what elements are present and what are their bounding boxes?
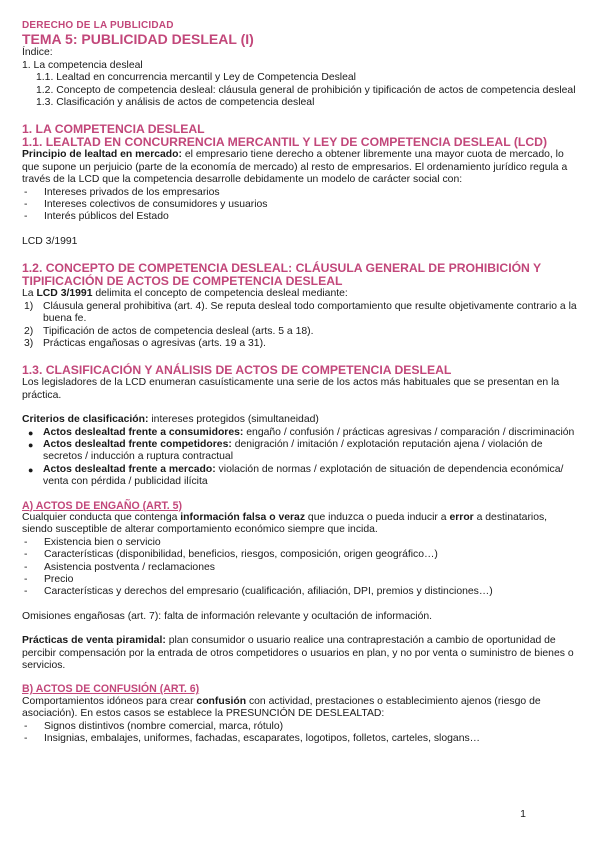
list-item: - Características (disponibilidad, beneficios, riesgos, composición, origen geográfico…)	[24, 549, 438, 561]
numbered-item: 3) Prácticas engañosas o agresivas (arts. 19 a 31).	[24, 337, 266, 349]
confusion-heading: B) ACTOS DE CONFUSIÓN (ART. 6)	[22, 683, 200, 696]
pyramid-paragraph: Prácticas de venta piramidal: plan consumidor o usuario realice una contraprestación a cambio de oportunidad de percibir compensación por la entrada de otros competidores o usuarios en plan, y no por venta o suministro de bienes o servicios.	[22, 635, 574, 672]
section-1-3-heading: 1.3. CLASIFICACIÓN Y ANÁLISIS DE ACTOS DE COMPETENCIA DESLEAL	[22, 363, 452, 378]
list-item: - Precio	[24, 574, 74, 585]
bullet-item: ● Actos deslealtad frente a mercado: violación de normas / explotación de situación de dependencia económica/ venta con pérdida / publicidad ilícita	[28, 463, 564, 488]
numbered-item: 2) Tipificación de actos de competencia desleal (arts. 5 a 18).	[24, 325, 314, 337]
classification-intro: Los legisladores de la LCD enumeran casuísticamente una serie de los actos más habituales que se presentan en la práctica.	[22, 377, 560, 401]
page-number: 1	[520, 808, 526, 820]
engano-heading: A) ACTOS DE ENGAÑO (ART. 5)	[22, 499, 183, 512]
list-item: - Existencia bien o servicio	[24, 536, 161, 548]
engano-paragraph: Cualquier conducta que contenga información falsa o veraz que induzca o pueda inducir a error a destinatarios, siendo susceptible de alterar comportamiento económico siempre que incida.	[22, 511, 548, 536]
document-page	[22, 20, 578, 745]
section-1-2-heading: 1.2. CONCEPTO DE COMPETENCIA DESLEAL: CLÁUSULA GENERAL DE PROHIBICIÓN Y TIPIFICACIÓN DE ACTOS DE COMPETENCIA DESLEAL	[22, 261, 541, 289]
confusion-paragraph: Comportamientos idóneos para crear confusión con actividad, prestaciones o establecimiento ajenos (riesgo de asociación). En estos casos se establece la PRESUNCIÓN DE DESLEALTAD:	[22, 695, 541, 720]
principle-label: Principio de lealtad en mercado:	[22, 149, 182, 161]
list-item: - Asistencia postventa / reclamaciones	[24, 561, 215, 573]
section-1-1-heading: 1.1. LEALTAD EN CONCURRENCIA MERCANTIL Y LEY DE COMPETENCIA DESLEAL (LCD)	[22, 135, 547, 150]
bullet-item: ● Actos deslealtad frente a consumidores: engaño / confusión / prácticas agresivas / comparación / discriminación	[28, 426, 575, 438]
index-label: Índice:	[22, 47, 53, 59]
list-item: - Características y derechos del empresario (cualificación, afiliación, DPI, premios y distinciones…)	[24, 586, 493, 598]
index-subitem: 1.3. Clasificación y análisis de actos de competencia desleal	[36, 97, 315, 109]
lcd-intro: La LCD 3/1991 delimita el concepto de competencia desleal mediante:	[22, 288, 348, 300]
list-item: - Interés públicos del Estado	[24, 211, 169, 223]
criteria-paragraph: Criterios de clasificación: intereses protegidos (simultaneidad)	[22, 414, 319, 426]
law-reference: LCD 3/1991	[22, 235, 78, 247]
tema-title: TEMA 5: PUBLICIDAD DESLEAL (I)	[22, 31, 254, 48]
bullet-item: ● Actos deslealtad frente competidores: denigración / imitación / explotación reputación ajena / violación de secretos / inducción a ruptura contractual	[28, 438, 543, 463]
list-item: - Intereses privados de los empresarios	[24, 186, 220, 198]
list-item: - Insignias, embalajes, uniformes, fachadas, escaparates, logotipos, folletos, carteles, slogans…	[24, 733, 481, 745]
index-item: 1. La competencia desleal	[22, 59, 143, 71]
course-title: DERECHO DE LA PUBLICIDAD	[22, 20, 174, 31]
list-item: - Intereses colectivos de consumidores y usuarios	[24, 199, 268, 211]
principle-paragraph: Principio de lealtad en mercado: el empresario tiene derecho a obtener libremente una mayor cuota de mercado, lo que supone un perjuicio (parte de la economía de mercado) al resto de empresarios. El ordenamiento jurídico regula a través de la LCD que la competencia desarrolle debidamente un modelo de carácter social con:	[22, 149, 568, 186]
index-subitem: 1.1. Lealtad en concurrencia mercantil y Ley de Competencia Desleal	[36, 72, 356, 84]
list-item: - Signos distintivos (nombre comercial, marca, rótulo)	[24, 720, 284, 732]
section-1-heading: 1. LA COMPETENCIA DESLEAL	[22, 122, 205, 137]
omissions-paragraph: Omisiones engañosas (art. 7): falta de información relevante y ocultación de información.	[22, 610, 433, 622]
numbered-item: 1) Cláusula general prohibitiva (art. 4). Se reputa desleal todo comportamiento que resulte objetivamente contrario a la buena fe.	[24, 300, 577, 325]
index-subitem: 1.2. Concepto de competencia desleal: cláusula general de prohibición y tipificación de actos de competencia desleal	[36, 84, 576, 96]
